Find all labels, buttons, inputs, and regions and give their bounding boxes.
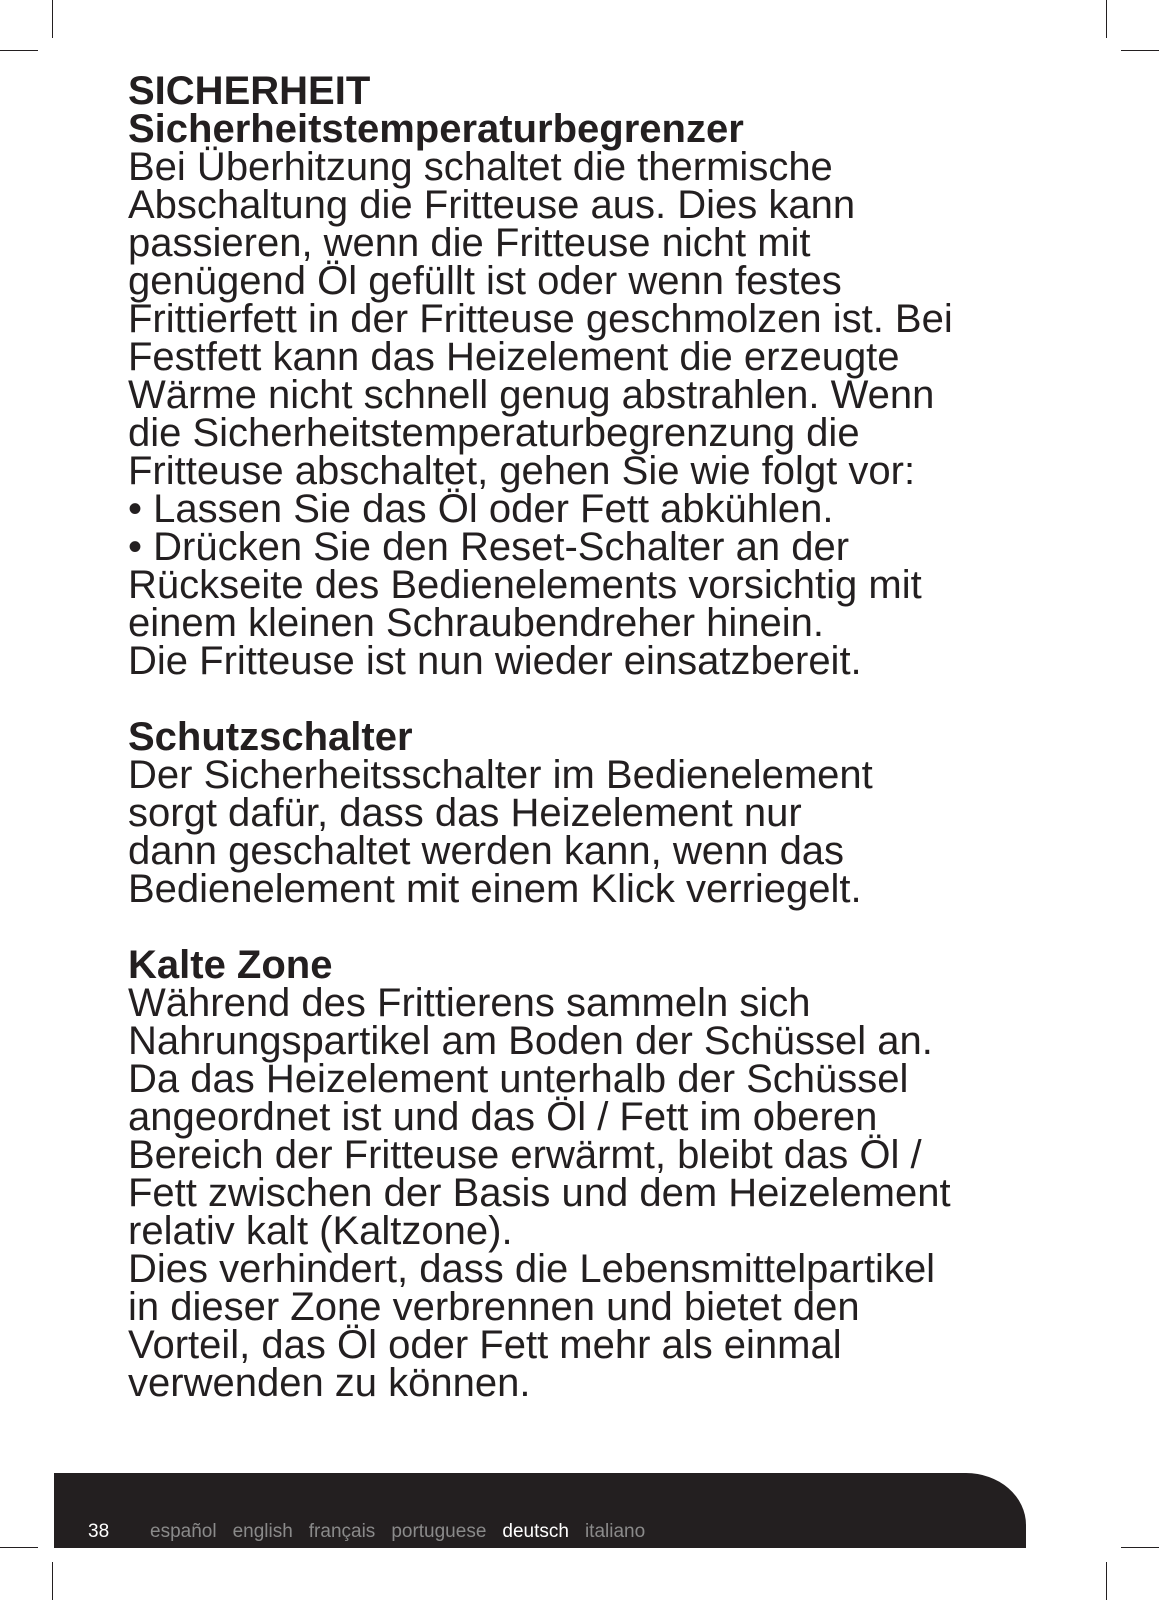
language-portuguese[interactable]: portuguese (391, 1521, 487, 1542)
page-number: 38 (88, 1521, 110, 1542)
language-list (134, 1521, 645, 1543)
section-title-temperaturbegrenzer: Sicherheitstemperaturbegrenzer (128, 107, 744, 151)
section-title-kalte-zone: Kalte Zone (128, 943, 333, 987)
section-spacer (128, 680, 1048, 718)
bullet-item: • Lassen Sie das Öl oder Fett abkühlen. (128, 487, 834, 531)
page-content (128, 69, 1048, 1405)
crop-mark-bottom-left-h (0, 1547, 38, 1548)
language-espanol[interactable]: español (150, 1521, 217, 1542)
language-footer-bar (54, 1473, 1026, 1548)
section-paragraph-schutzschalter: Der Sicherheitsschalter im Bedienelement sorgt dafür, dass das Heizelement nur dann geschaltet werden kann, wenn das Bedienelement mit einem Klick verriegelt. (128, 753, 873, 911)
language-deutsch-active[interactable]: deutsch (502, 1521, 569, 1542)
language-francais[interactable]: français (308, 1521, 376, 1542)
section-spacer (128, 908, 1048, 946)
section-paragraph-temperaturbegrenzer: Bei Überhitzung schaltet die thermische Abschaltung die Fritteuse aus. Dies kann passieren, wenn die Fritteuse nicht mit genügend Öl gefüllt ist oder wenn festes Frittierfett in der Fritteuse geschmolzen ist. Bei Festfett kann das Heizelement die erzeugte Wärme nicht schnell genug abstrahlen. Wenn die Sicherheitstemperaturbegrenzung die Fritteuse abschaltet, gehen Sie wie folgt vor: (128, 145, 953, 493)
language-italiano[interactable]: italiano (584, 1521, 646, 1542)
language-english[interactable]: english (232, 1521, 293, 1542)
crop-mark-bottom-left-v (52, 1562, 53, 1600)
crop-mark-bottom-right-v (1106, 1562, 1107, 1600)
crop-mark-bottom-right-h (1121, 1547, 1159, 1548)
crop-mark-top-right-h (1121, 50, 1159, 51)
page-heading: SICHERHEIT (128, 69, 371, 113)
section-paragraph-kalte-zone: Während des Frittierens sammeln sich Nahrungspartikel am Boden der Schüssel an. Da das Heizelement unterhalb der Schüssel angeordnet ist und das Öl / Fett im oberen Bereich der Fritteuse erwärmt, bleibt das Öl / Fett zwischen der Basis und dem Heizelement relativ kalt (Kaltzone). (128, 981, 951, 1253)
crop-mark-top-left-v (52, 0, 53, 38)
crop-mark-top-right-v (1106, 0, 1107, 38)
section-title-schutzschalter: Schutzschalter (128, 715, 413, 759)
bullet-item: • Drücken Sie den Reset-Schalter an der Rückseite des Bedienelements vorsichtig mit einem kleinen Schraubendreher hinein. (128, 525, 922, 645)
section-paragraph-kalte-zone-2: Dies verhindert, dass die Lebensmittelpartikel in dieser Zone verbrennen und bietet den Vorteil, das Öl oder Fett mehr als einmal verwenden zu können. (128, 1247, 936, 1405)
crop-mark-top-left-h (0, 50, 38, 51)
section-closing-temperaturbegrenzer: Die Fritteuse ist nun wieder einsatzbereit. (128, 639, 862, 683)
